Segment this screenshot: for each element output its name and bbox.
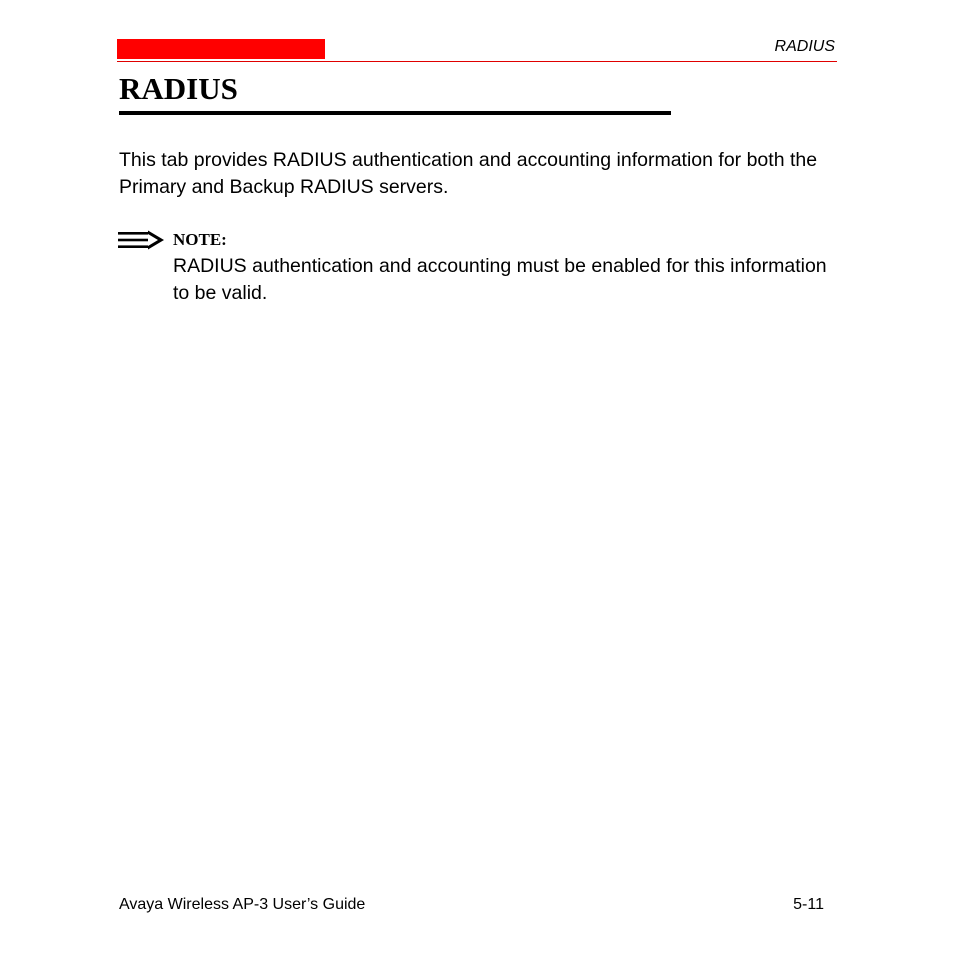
title-underline <box>119 111 671 115</box>
note-arrow-icon <box>118 229 166 251</box>
section-body-text: This tab provides RADIUS authentication and accounting information for both the Primary and Backup RADIUS servers. <box>119 149 818 198</box>
footer-guide-title: Avaya Wireless AP-3 User’s Guide <box>119 896 366 913</box>
note-text: RADIUS authentication and accounting must be enabled for this information to be valid. <box>173 255 827 304</box>
footer-page-number: 5-11 <box>793 896 824 913</box>
page-title: RADIUS <box>119 71 238 106</box>
header-accent-bar <box>117 39 325 59</box>
header-rule <box>117 61 837 62</box>
note-label: NOTE: <box>173 230 227 249</box>
running-head: RADIUS <box>774 38 835 55</box>
